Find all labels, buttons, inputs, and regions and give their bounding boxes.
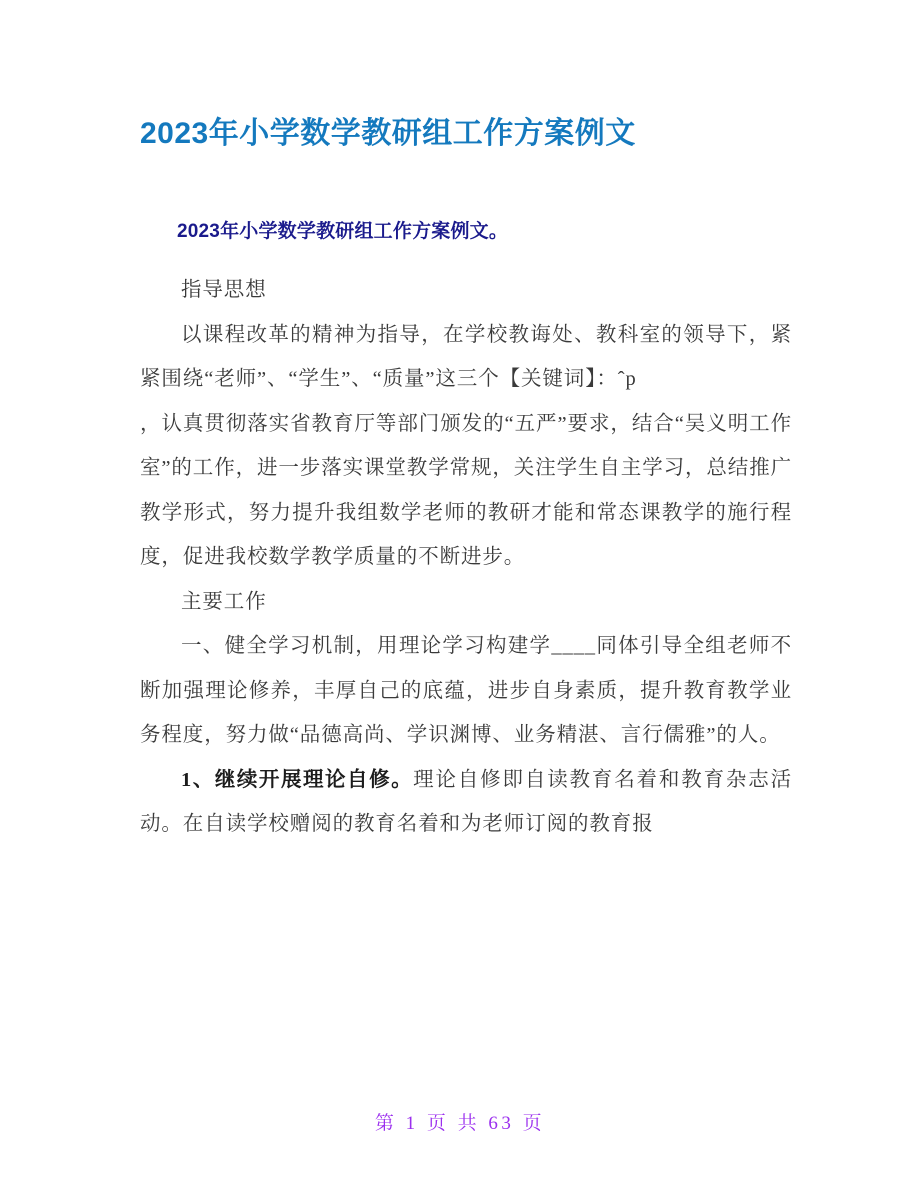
paragraph-guiding-ideology-part1: 以课程改革的精神为指导，在学校教诲处、教科室的领导下，紧紧围绕“老师”、“学生”、“质量”这三个【关键词】：ˆp [140,323,792,390]
numbered-item-lead: 1、继续开展理论自修。 [181,768,414,791]
section-heading-main-work: 主要工作 [181,590,267,613]
paragraph-guiding-ideology-part2: ，认真贯彻落实省教育厅等部门颁发的“五严”要求，结合“吴义明工作室”的工作，进一步落实课堂教学常规，关注学生自主学习，总结推广教学形式，努力提升我组数学老师的教研才能和常态课教学的施行程度，促进我校数学教学质量的不断进步。 [140,412,792,568]
document-body [140,268,792,847]
numbered-item-body: 理论自修即自读教育名着和教育杂志活动。在自读学校赠阅的教育名着和为老师订阅的教育报 [140,768,792,835]
page-title: 2023年小学数学教研组工作方案例文 [140,117,636,150]
paragraph-numbered-item-1 [140,758,792,847]
page-footer: 第 1 页 共 63 页 [374,1113,546,1134]
document-subtitle: 2023年小学数学教研组工作方案例文。 [177,221,509,242]
paragraph-item-one: 一、健全学习机制，用理论学习构建学____同体引导全组老师不断加强理论修养，丰厚自己的底蕴，进步自身素质，提升教育教学业务程度，努力做“品德高尚、学识渊博、业务精湛、言行儒雅”的人。 [140,635,792,746]
section-heading-guiding-ideology: 指导思想 [181,279,267,301]
